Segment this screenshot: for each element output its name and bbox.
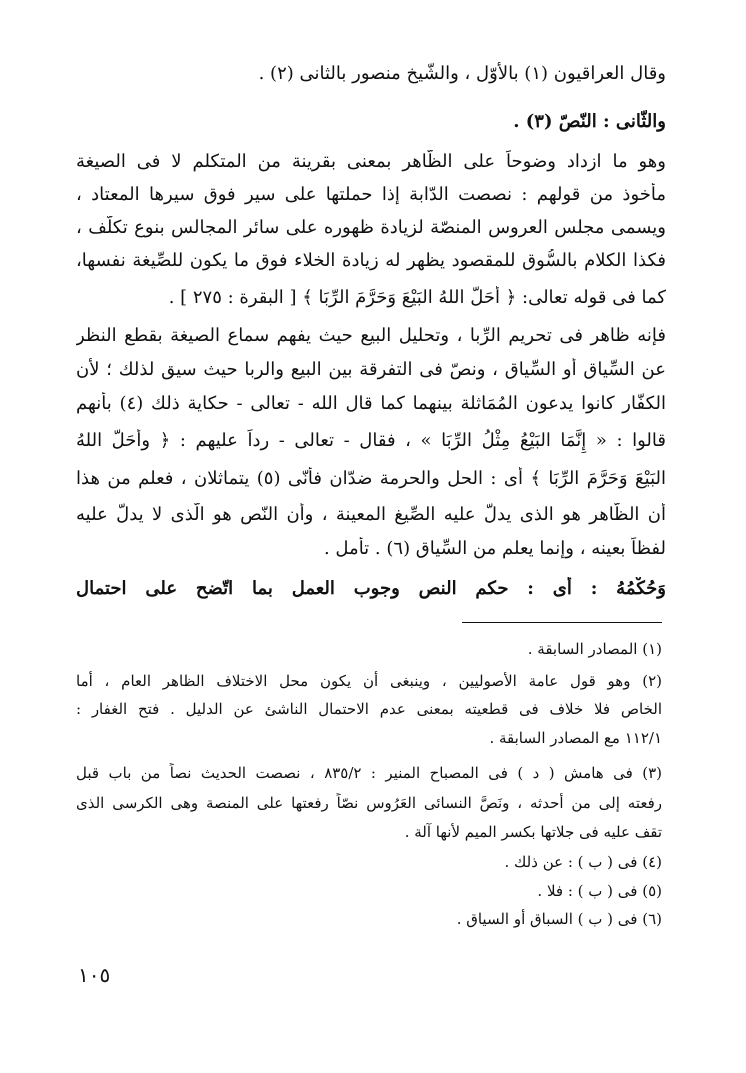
body-line-14: لفظاً بعينه ، وإنما يعلم من السِّياق (٦) . تأمل . — [323, 538, 666, 559]
body-line-9: عن السِّياق أو السِّياق ، ونصّ فى التفرقة بين البيع والربا حيث سيق لذلك ؛ لأن — [76, 359, 666, 380]
footnote-1: (١) المصادر السابقة . — [527, 640, 662, 658]
body-line-1: وقال العراقيون (١) بالأوّل ، والشّيخ منصور بالثانى (٢) . — [258, 63, 666, 84]
body-line-13: أن الظّاهر هو الذى يدلّ عليه الصِّيغ المعينة ، وأن النّص هو الّذى لا يدلُّ عليه — [76, 504, 666, 525]
footnote-4: (٤) فى ( ب ) : عن ذلك . — [504, 853, 662, 871]
body-line-7-verse: كما فى قوله تعالى: ﴿ أَحَلَّ اللهُ البَيْعَ وَحَرَّمَ الرِّبَا ﴾ [ البقرة : ٢٧٥ ] . — [168, 287, 666, 308]
body-line-6: فكذا الكلام بالسُّوق للمقصود يظهر له زيادة الخلاء فوق ما يكون للصِّيغة نفسها، — [76, 250, 666, 271]
body-line-3: وهو ما ازداد وضوحاً على الظّاهر بمعنى بقرينة من المتكلم لا فى الصيغة — [76, 151, 666, 172]
footnote-2-line-2: الخاص فلا خلاف فى قطعيته بمعنى عدم الاحتمال الناشئ عن الدليل . فتح الغفار : — [76, 700, 662, 718]
footnote-3-line-2: رفعته إلى من أحدثه ، ونَصَّ النسائى العَرُوس نصّاً رفعتها على المنصة وهى الكرسى الذى — [76, 794, 662, 812]
footnote-3-line-1: (٣) فى هامش ( د ) فى المصباح المنير : ٨٣٥/٢ ، نصصت الحديث نصاً من باب قبل — [76, 764, 662, 782]
footnote-3-line-3: تقف عليه فى جلاتها بكسر الميم لأنها آلة . — [404, 823, 662, 841]
body-line-12: البَيْعَ وَحَرَّمَ الرِّبَا ﴾ أى : الحل والحرمة ضدّان فأنّى (٥) يتماثلان ، فعلم من هذا — [76, 468, 666, 489]
footnote-separator — [462, 622, 662, 623]
body-line-2-heading: والثّانى : النّصّ (٣) . — [513, 111, 666, 132]
body-line-10: الكفّار كانوا يدعون المُمَاثلة بينهما كما قال الله - تعالى - حكاية ذلك (٤) بأنهم — [76, 393, 666, 414]
body-line-8: فإنه ظاهر فى تحريم الرِّبا ، وتحليل البيع حيث يفهم سماع الصيغة بقطع النظر — [76, 325, 666, 346]
body-line-11: قالوا : « إِنَّمَا البَيْعُ مِثْلُ الرِّبَا » ، فقال - تعالى - رداً عليهم : ﴿ وأَحَلَّ اللهُ — [76, 430, 666, 451]
footnote-5: (٥) فى ( ب ) : فلا . — [537, 882, 662, 900]
body-line-15: وَحُكْمُهُ : أى : حكم النص وجوب العمل بما اتّضح على احتمال — [76, 578, 666, 599]
footnote-2-line-1: (٢) وهو قول عامة الأصوليين ، وينبغى أن يكون محل الاختلاف الظاهر العام ، أما — [76, 672, 662, 690]
footnote-6: (٦) فى ( ب ) السباق أو السياق . — [456, 910, 662, 928]
footnote-2-line-3: ١١٢/١ مع المصادر السابقة . — [489, 729, 662, 747]
body-line-5: ويسمى مجلس العروس المنصّة لزيادة ظهوره على سائر المجالس بنوع تكلّف ، — [76, 217, 666, 238]
body-line-4: مأخوذ من قولهم : نصصت الدّابة إذا حملتها على سير فوق سيرها المعتاد ، — [76, 184, 666, 205]
page-number: ١٠٥ — [78, 963, 111, 987]
